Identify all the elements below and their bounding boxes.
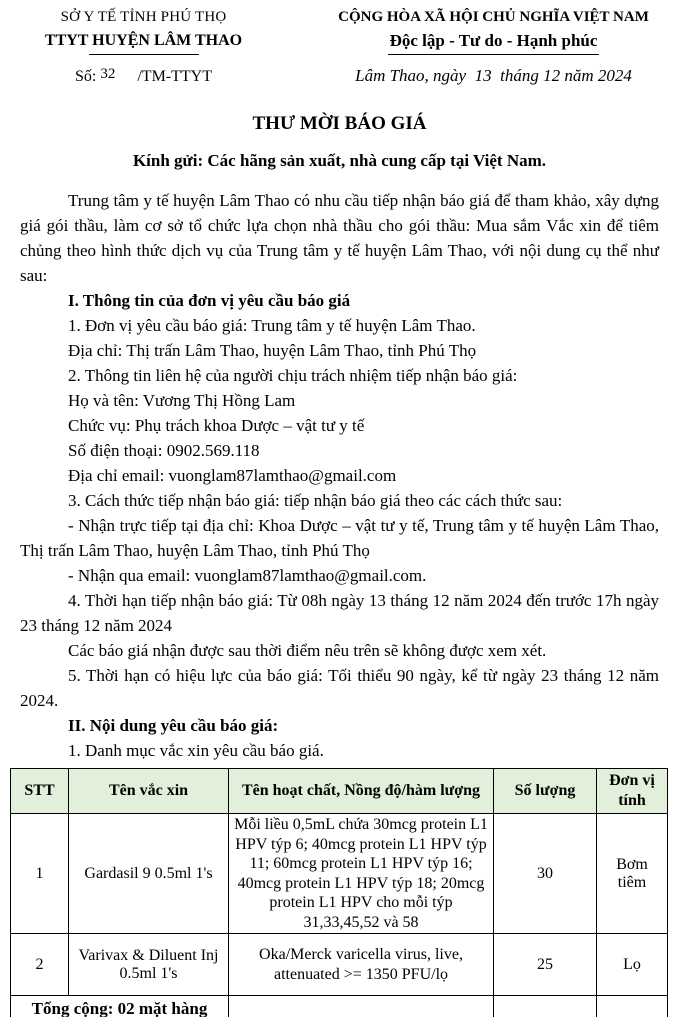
section2-heading: II. Nội dung yêu cầu báo giá: (68, 716, 279, 735)
section1-item: 3. Cách thức tiếp nhận báo giá: tiếp nhận báo giá theo các cách thức sau: (68, 491, 563, 510)
org-underline (89, 54, 199, 55)
national-title: CỘNG HÒA XÃ HỘI CHỦ NGHĨA VIỆT NAM (338, 9, 649, 25)
section1-item: 4. Thời hạn tiếp nhận báo giá: Từ 08h ngày 13 tháng 12 năm 2024 đến trước 17h ngày 23 tháng 12 năm 2024 (20, 591, 659, 635)
section1-item: 1. Đơn vị yêu cầu báo giá: Trung tâm y tế huyện Lâm Thao. (68, 316, 476, 335)
section1-item: Địa chỉ: Thị trấn Lâm Thao, huyện Lâm Thao, tỉnh Phú Thọ (68, 341, 477, 360)
empty-cell (597, 996, 668, 1017)
document-number-label: Số: (75, 68, 97, 85)
date-place-line: Lâm Thao, ngày 13 tháng 12 năm 2024 (355, 66, 632, 85)
org-name: TTYT HUYỆN LÂM THAO (44, 32, 243, 49)
col-header-ingredient: Tên hoạt chất, Nồng độ/hàm lượng (229, 769, 494, 814)
intro-paragraph: Trung tâm y tế huyện Lâm Thao có nhu cầu tiếp nhận báo giá để tham khảo, xây dựng giá gói thầu, làm cơ sở tổ chức lựa chọn nhà thầu cho gói thầu: Mua sắm Vắc xin để tiêm chủng theo hình thức dịch vụ của Trung tâm y tế huyện Lâm Thao, với nội dung cụ thể như sau: (20, 191, 659, 285)
section1-item: 5. Thời hạn có hiệu lực của báo giá: Tối thiểu 90 ngày, kể từ ngày 23 tháng 12 năm 2024. (20, 666, 659, 710)
cell-quantity: 25 (494, 934, 597, 996)
cell-vaccine-name: Varivax & Diluent Inj 0.5ml 1's (69, 934, 229, 996)
section1-item: Địa chỉ email: vuonglam87lamthao@gmail.com (68, 466, 397, 485)
table-footer-row (11, 996, 668, 1017)
cell-quantity: 30 (494, 814, 597, 934)
document-number-value: 32 (100, 66, 116, 82)
salutation-line: Kính gửi: Các hãng sản xuất, nhà cung cấp tại Việt Nam. (132, 151, 547, 170)
empty-cell (229, 996, 494, 1017)
vaccine-quote-table (10, 768, 668, 1017)
table-header-row (11, 769, 668, 814)
document-body (0, 113, 700, 763)
document-header (0, 6, 700, 86)
national-motto-block (287, 6, 700, 86)
cell-vaccine-name: Gardasil 9 0.5ml 1's (69, 814, 229, 934)
table-row (11, 814, 668, 934)
section1-item: Các báo giá nhận được sau thời điểm nêu trên sẽ không được xem xét. (68, 641, 547, 660)
section1-item: - Nhận trực tiếp tại địa chỉ: Khoa Dược – vật tư y tế, Trung tâm y tế huyện Lâm Thao, Thị trấn Lâm Thao, huyện Lâm Thao, tỉnh Phú Thọ (20, 516, 659, 560)
issuing-org-block (0, 6, 287, 86)
section2-sub-item: 1. Danh mục vắc xin yêu cầu báo giá. (68, 741, 324, 760)
document-number-suffix: /TM-TTYT (137, 68, 212, 85)
col-header-stt: STT (11, 769, 69, 814)
document-title: THƯ MỜI BÁO GIÁ (252, 113, 427, 134)
col-header-unit: Đơn vị tính (597, 769, 668, 814)
cell-stt: 2 (11, 934, 69, 996)
col-header-quantity: Số lượng (494, 769, 597, 814)
parent-org-name: SỞ Y TẾ TỈNH PHÚ THỌ (60, 9, 227, 25)
cell-ingredient: Mỗi liều 0,5mL chứa 30mcg protein L1 HPV týp 6; 40mcg protein L1 HPV týp 11; 60mcg protein L1 HPV týp 16; 40mcg protein L1 HPV týp 18; 20mcg protein L1 HPV cho mỗi týp 31,33,45,52 và 58 (229, 814, 494, 934)
section1-item: Số điện thoại: 0902.569.118 (68, 441, 260, 460)
cell-ingredient: Oka/Merck varicella virus, live, attenuated >= 1350 PFU/lọ (229, 934, 494, 996)
document-number-line (0, 68, 287, 86)
total-items-cell: Tổng cộng: 02 mặt hàng (11, 996, 229, 1017)
cell-unit: Lọ (597, 934, 668, 996)
section1-item: Chức vụ: Phụ trách khoa Dược – vật tư y tế (68, 416, 365, 435)
table-row (11, 934, 668, 996)
section1-item: - Nhận qua email: vuonglam87lamthao@gmail.com. (68, 566, 427, 585)
empty-cell (494, 996, 597, 1017)
cell-stt: 1 (11, 814, 69, 934)
national-motto: Độc lập - Tư do - Hạnh phúc (388, 29, 600, 55)
section1-item: 2. Thông tin liên hệ của người chịu trách nhiệm tiếp nhận báo giá: (68, 366, 518, 385)
cell-unit: Bơm tiêm (597, 814, 668, 934)
col-header-vaccine-name: Tên vắc xin (69, 769, 229, 814)
section1-item: Họ và tên: Vương Thị Hồng Lam (68, 391, 296, 410)
section1-heading: I. Thông tin của đơn vị yêu cầu báo giá (68, 291, 351, 310)
